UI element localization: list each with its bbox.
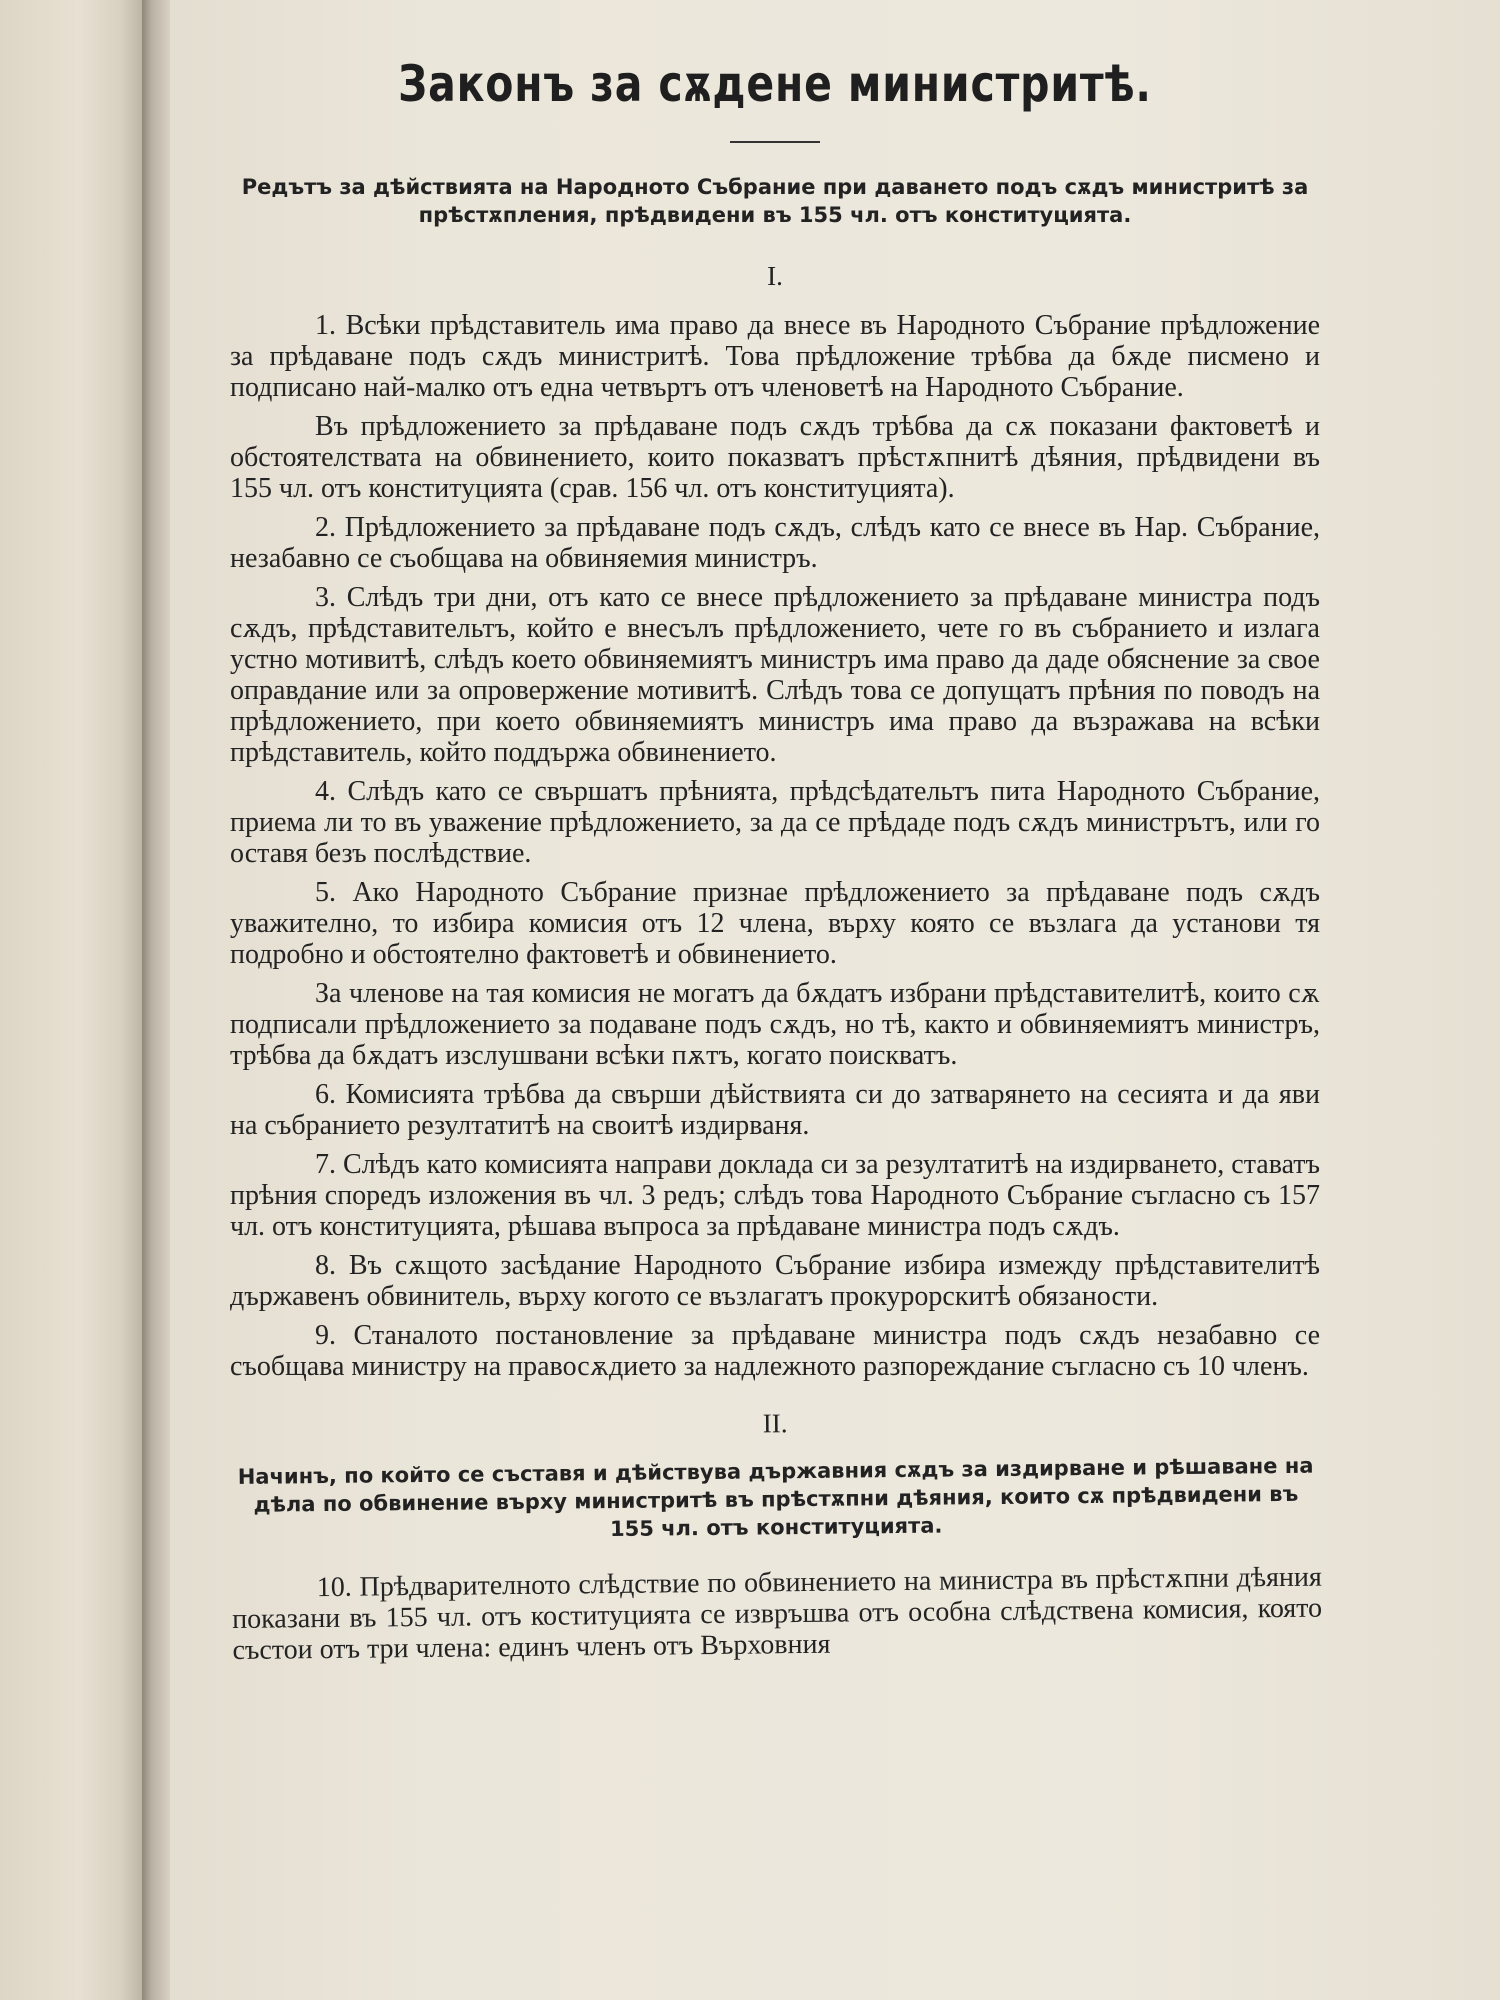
page-content — [230, 55, 1323, 1674]
section-1-numeral: I. — [767, 261, 783, 291]
section-1-heading: Редътъ за дѣйствията на Народното Събрание при даването подъ сѫдъ министритѣ за прѣстѫпления, прѣдвидени въ 155 чл. отъ конституцията. — [241, 175, 1309, 227]
section-2 — [230, 1403, 1323, 1666]
paragraph: За членове на тая комисия не могатъ да бѫдатъ избрани прѣдставителитѣ, които сѫ подписали прѣдложението за подаване подъ сѫдъ, но тѣ, както и обвиняемиятъ министръ, трѣбва да бѫдатъ изслушвани всѣки пѫтъ, когато поискватъ. — [230, 978, 1320, 1071]
paragraph: 10. Прѣдварителното слѣдствие по обвинението на министра въ прѣстѫпни дѣяния показани въ 155 чл. отъ коституцията се извръшва отъ особна слѣдствена комисия, която състои отъ три члена: единъ членъ отъ Върховния — [231, 1561, 1323, 1666]
paragraph: Въ прѣдложението за прѣдаване подъ сѫдъ трѣбва да сѫ показани фактоветѣ и обстоятелствата на обвинението, които показватъ прѣстѫпнитѣ дѣяния, прѣдвидени въ 155 чл. отъ конституцията (срав. 156 чл. отъ конституцията). — [230, 411, 1320, 504]
section-2-heading: Начинъ, по който се съставя и дѣйствува държавния сѫдъ за издирване и рѣшаване на дѣла по обвинение върху министритѣ въ прѣстѫпни дѣяния, които сѫ прѣдвидени въ 155 чл. отъ конституцията. — [237, 1453, 1314, 1542]
paragraph: 4. Слѣдъ като се свършатъ прѣнията, прѣдсѣдательтъ пита Народното Събрание, приема ли то въ уважение прѣдложението, за да се прѣдаде подъ сѫдъ министрътъ, или го оставя безъ послѣдствие. — [230, 776, 1320, 869]
paragraph: 7. Слѣдъ като комисията направи доклада си за резултатитѣ на издирването, ставатъ прѣния споредъ изложения въ чл. 3 редъ; слѣдъ това Народното Събрание съгласно съ 157 чл. отъ конституцията, рѣшава въпроса за прѣдаване министра подъ сѫдъ. — [230, 1149, 1320, 1242]
left-page-edge — [0, 0, 142, 2000]
section-1 — [230, 173, 1320, 1382]
paragraph: 5. Ако Народното Събрание признае прѣдложението за прѣдаване подъ сѫдъ уважително, то избира комисия отъ 12 члена, върху която се възлага да установи тя подробно и обстоятелно фактоветѣ и обвинението. — [230, 877, 1320, 970]
book-page — [170, 0, 1500, 2000]
paragraph: 2. Прѣдложението за прѣдаване подъ сѫдъ, слѣдъ като се внесе въ Нар. Събрание, незабавно се съобщава на обвиняемия министръ. — [230, 512, 1320, 574]
paragraph: 3. Слѣдъ три дни, отъ като се внесе прѣдложението за прѣдаване министра подъ сѫдъ, прѣдставительтъ, който е внесълъ прѣдложението, чете го въ събранието и излага устно мотивитѣ, слѣдъ което обвиняемиятъ министръ има право да даде обяснение за свое оправдание или за опровержение мотивитѣ. Слѣдъ това се допущатъ прѣния по поводъ на прѣдложението, при което обвиняемиятъ министръ има право да възражава на всѣки прѣдставитель, който поддържа обвинението. — [230, 582, 1320, 768]
document-title: Законъ за сѫдене министритѣ. — [398, 55, 1152, 113]
paragraph: 9. Станалото постановление за прѣдаване министра подъ сѫдъ незабавно се съобщава министру на правосѫдието за надлежното разпореждание съгласно съ 10 членъ. — [230, 1320, 1320, 1382]
paragraph: 1. Всѣки прѣдставитель има право да внесе въ Народното Събрание прѣдложение за прѣдаване подъ сѫдъ министритѣ. Това прѣдложение трѣбва да бѫде писмено и подписано най-малко отъ една четвъртъ отъ членоветѣ на Народното Събрание. — [230, 310, 1320, 403]
section-2-numeral: II. — [762, 1408, 788, 1439]
title-divider — [730, 141, 820, 143]
book-gutter — [142, 0, 170, 2000]
paragraph: 8. Въ сѫщото засѣдание Народното Събрание избира измежду прѣдставителитѣ държавенъ обвинитель, върху когото се възлагатъ прокурорскитѣ обязаности. — [230, 1250, 1320, 1312]
paragraph: 6. Комисията трѣбва да свърши дѣйствията си до затварянето на сесията и да яви на събранието резултатитѣ на своитѣ издирваня. — [230, 1079, 1320, 1141]
